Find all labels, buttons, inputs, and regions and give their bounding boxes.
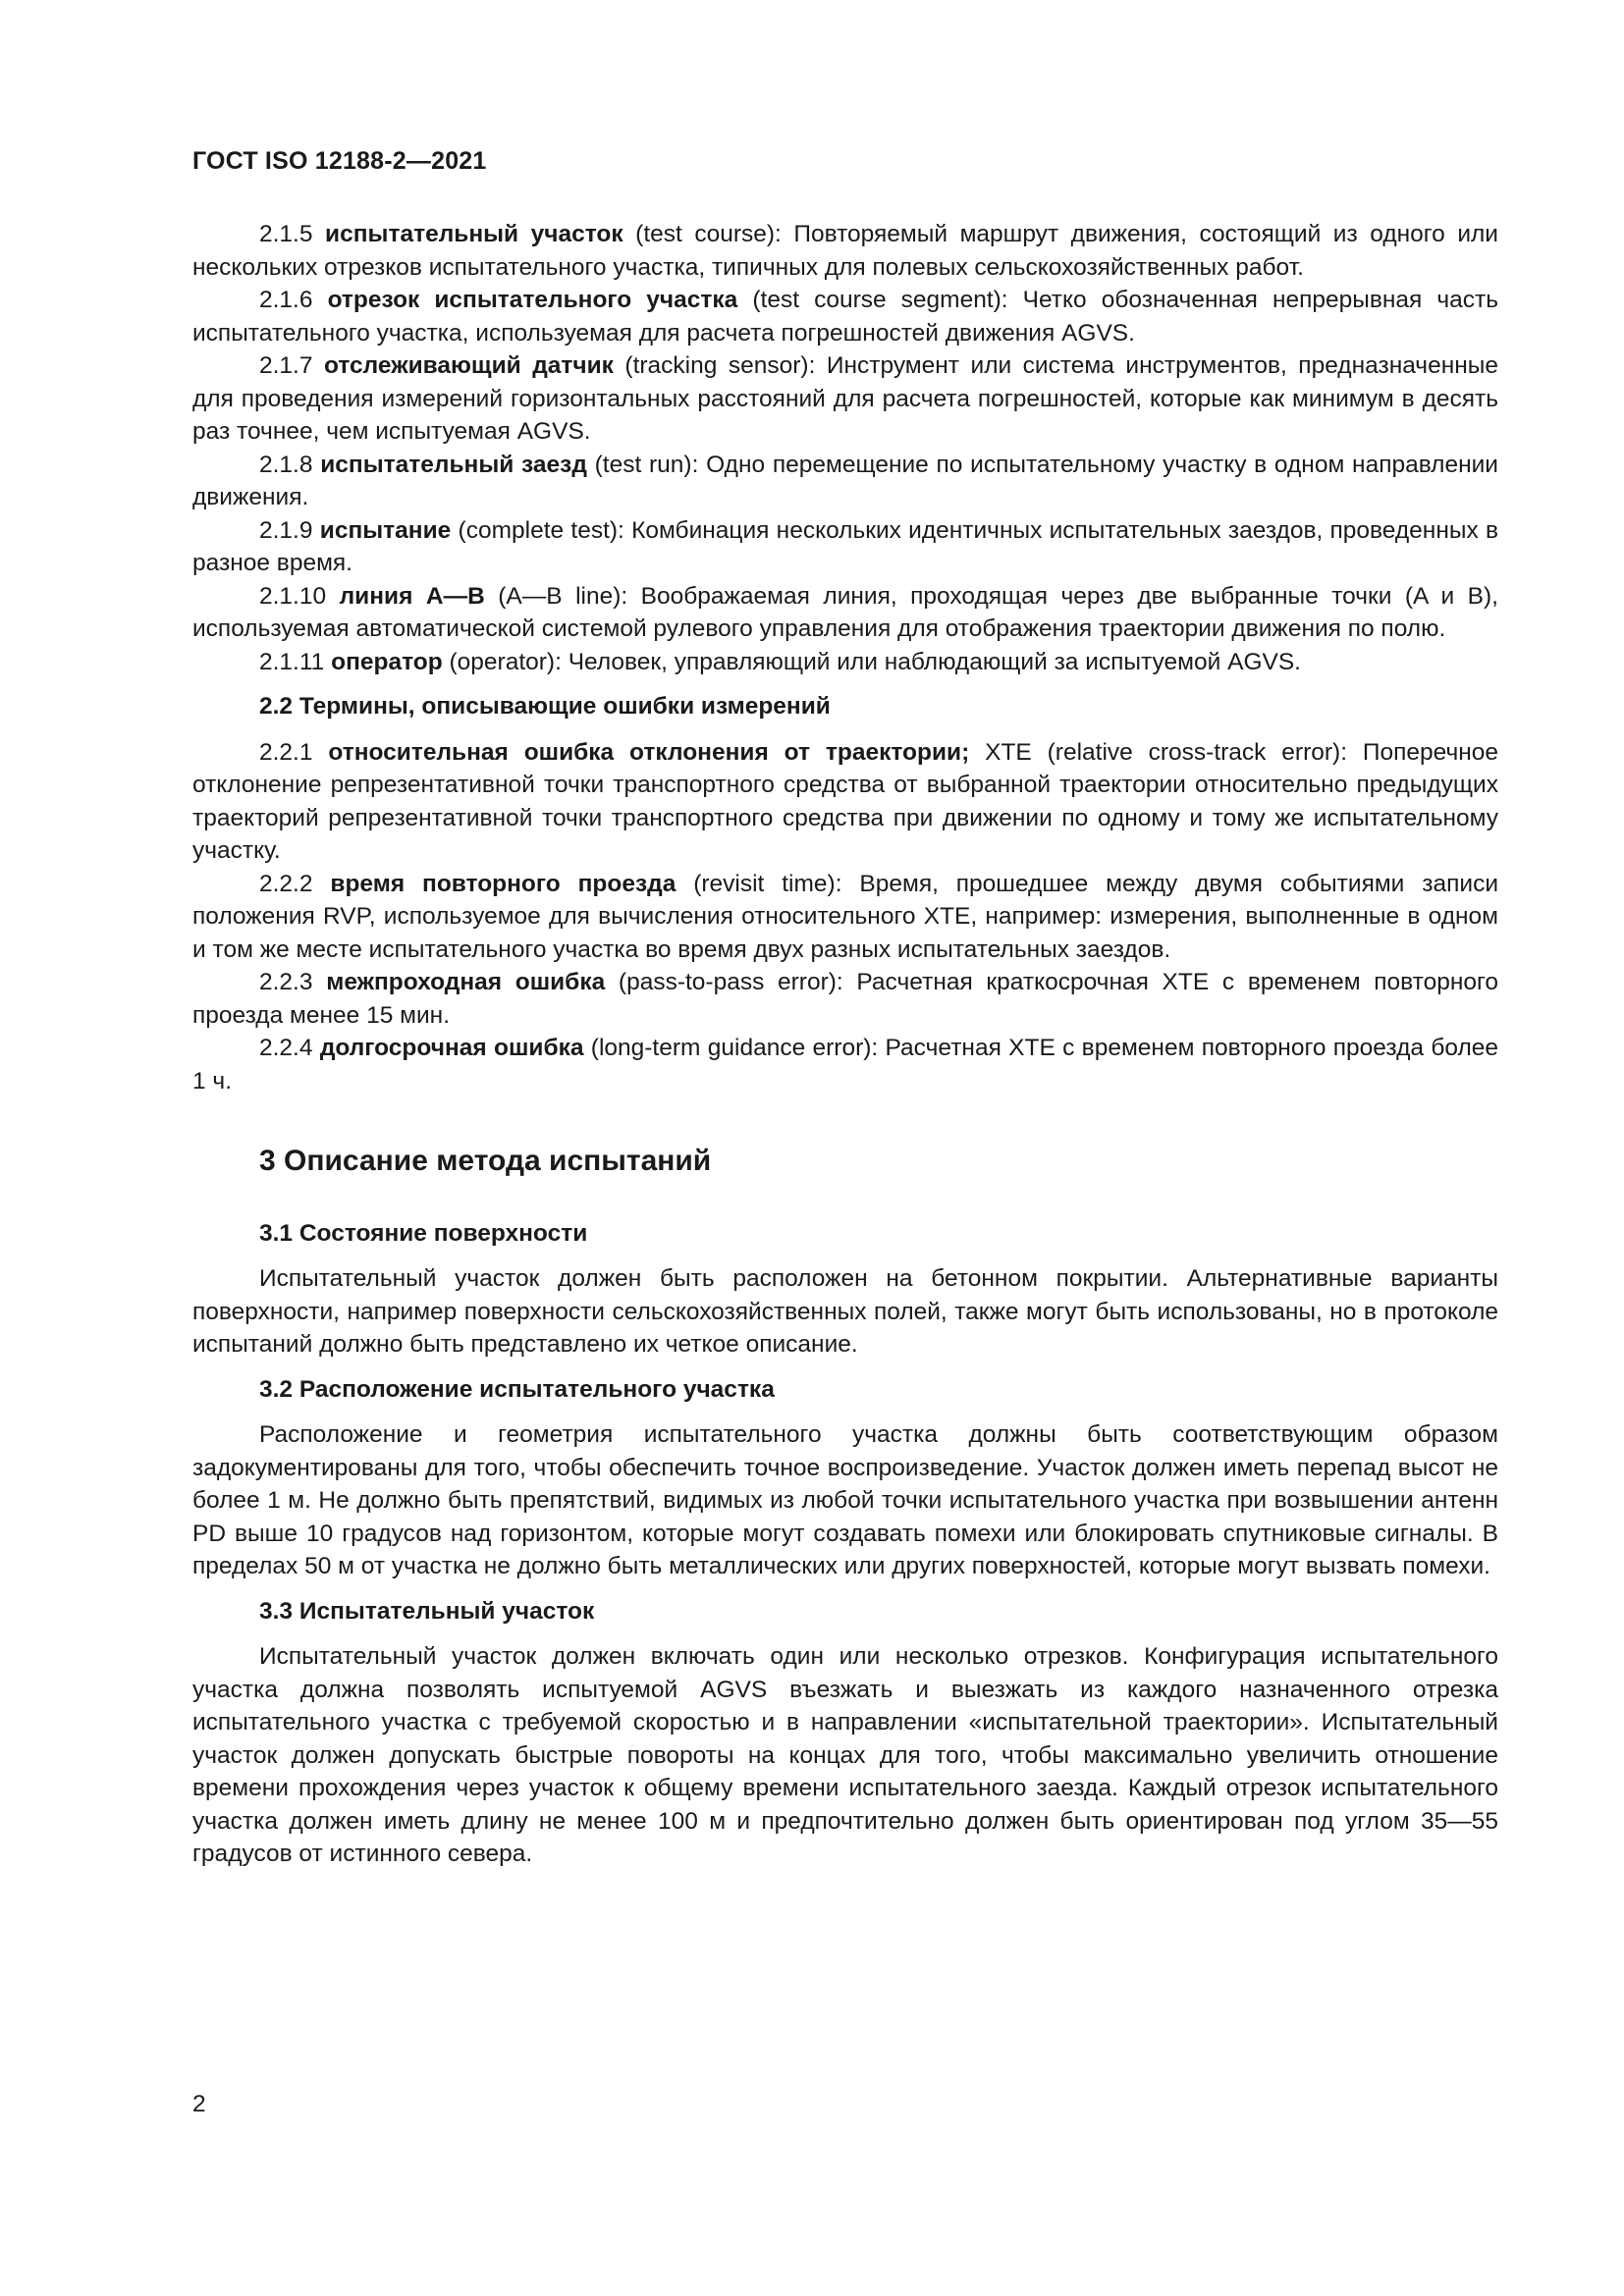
page-content: [192, 218, 1498, 1871]
term-2-2-1: 2.2.1 относительная ошибка отклонения от траектории; XTE (relative cross-track error): Поперечное отклонение репрезентативной точки транспортного средства от выбранной траектории относительно предыдущих траекторий репрезентативной точки транспортного средства при движении по одному и тому же испытательному участку.: [192, 738, 1498, 864]
term-2-2-3: 2.2.3 межпроходная ошибка (pass-to-pass error): Расчетная краткосрочная XTE с временем повторного проезда менее 15 мин.: [192, 969, 1499, 1029]
term-2-2-2: 2.2.2 время повторного проезда (revisit time): Время, прошедшее между двумя событиями записи положения RVP, используемое для вычисления относительного XTE, например: измерения, выполненные в одном и том же месте испытательного участка во время двух разных испытательных заездов.: [192, 870, 1499, 963]
term-2-1-5: 2.1.5 испытательный участок (test course): Повторяемый маршрут движения, состоящий из одного или нескольких отрезков испытательного участка, типичных для полевых сельскохозяйственных работ.: [192, 221, 1498, 281]
term-2-1-11: 2.1.11 оператор (operator): Человек, управляющий или наблюдающий за испытуемой AGVS.: [259, 648, 1301, 675]
term-2-2-4: 2.2.4 долгосрочная ошибка (long-term guidance error): Расчетная XTE с временем повторного проезда более 1 ч.: [192, 1035, 1498, 1095]
section-3-3-heading: 3.3 Испытательный участок: [259, 1597, 595, 1625]
terms-2-1-list: [192, 218, 1498, 678]
term-2-1-9: 2.1.9 испытание (complete test): Комбинация нескольких идентичных испытательных заездов, проведенных в разное время.: [192, 516, 1498, 576]
document-header: ГОСТ ISO 12188-2—2021: [192, 147, 487, 175]
terms-2-2-list: [192, 736, 1498, 1098]
section-3-2-heading: 3.2 Расположение испытательного участка: [259, 1375, 775, 1403]
section-3-1-paragraph: Испытательный участок должен быть расположен на бетонном покрытии. Альтернативные варианты поверхности, например поверхности сельскохозяйственных полей, также могут быть использованы, но в протоколе испытаний должно быть представлено их четкое описание.: [192, 1265, 1498, 1358]
section-3-1-heading: 3.1 Состояние поверхности: [259, 1219, 588, 1247]
term-2-1-10: 2.1.10 линия A—B (A—B line): Воображаемая линия, проходящая через две выбранные точки (A и B), используемая автоматической системой рулевого управления для отображения траектории движения по полю.: [192, 582, 1498, 642]
page-number: 2: [192, 2091, 206, 2117]
term-2-1-7: 2.1.7 отслеживающий датчик (tracking sensor): Инструмент или система инструментов, предназначенные для проведения измерений горизонтальных расстояний для расчета погрешностей, которые как минимум в десять раз точнее, чем испытуемая AGVS.: [192, 352, 1498, 445]
term-2-1-8: 2.1.8 испытательный заезд (test run): Одно перемещение по испытательному участку в одном направлении движения.: [192, 451, 1498, 510]
section-3-3-paragraph: Испытательный участок должен включать один или несколько отрезков. Конфигурация испытательного участка должна позволять испытуемой AGVS въезжать и выезжать из каждого назначенного отрезка испытательного участка с требуемой скоростью и в направлении «испытательной траектории». Испытательный участок должен допускать быстрые повороты на концах для того, чтобы максимально увеличить отношение времени прохождения через участок к общему времени испытательного заезда. Каждый отрезок испытательного участка должен иметь длину не менее 100 м и предпочтительно должен быть ориентирован под углом 35—55 градусов от истинного севера.: [192, 1643, 1498, 1867]
chapter-3-heading: 3 Описание метода испытаний: [259, 1145, 712, 1177]
section-2-2-heading: 2.2 Термины, описывающие ошибки измерений: [259, 693, 831, 720]
section-3-2-paragraph: Расположение и геометрия испытательного участка должны быть соответствующим образом задокументированы для того, чтобы обеспечить точное воспроизведение. Участок должен иметь перепад высот не более 1 м. Не должно быть препятствий, видимых из любой точки испытательного участка при возвышении антенн PD выше 10 градусов над горизонтом, которые могут создавать помехи или блокировать спутниковые сигналы. В пределах 50 м от участка не должно быть металлических или других поверхностей, которые могут вызвать помехи.: [192, 1421, 1498, 1579]
term-2-1-6: 2.1.6 отрезок испытательного участка (test course segment): Четко обозначенная непрерывная часть испытательного участка, используемая для расчета погрешностей движения AGVS.: [192, 287, 1498, 347]
